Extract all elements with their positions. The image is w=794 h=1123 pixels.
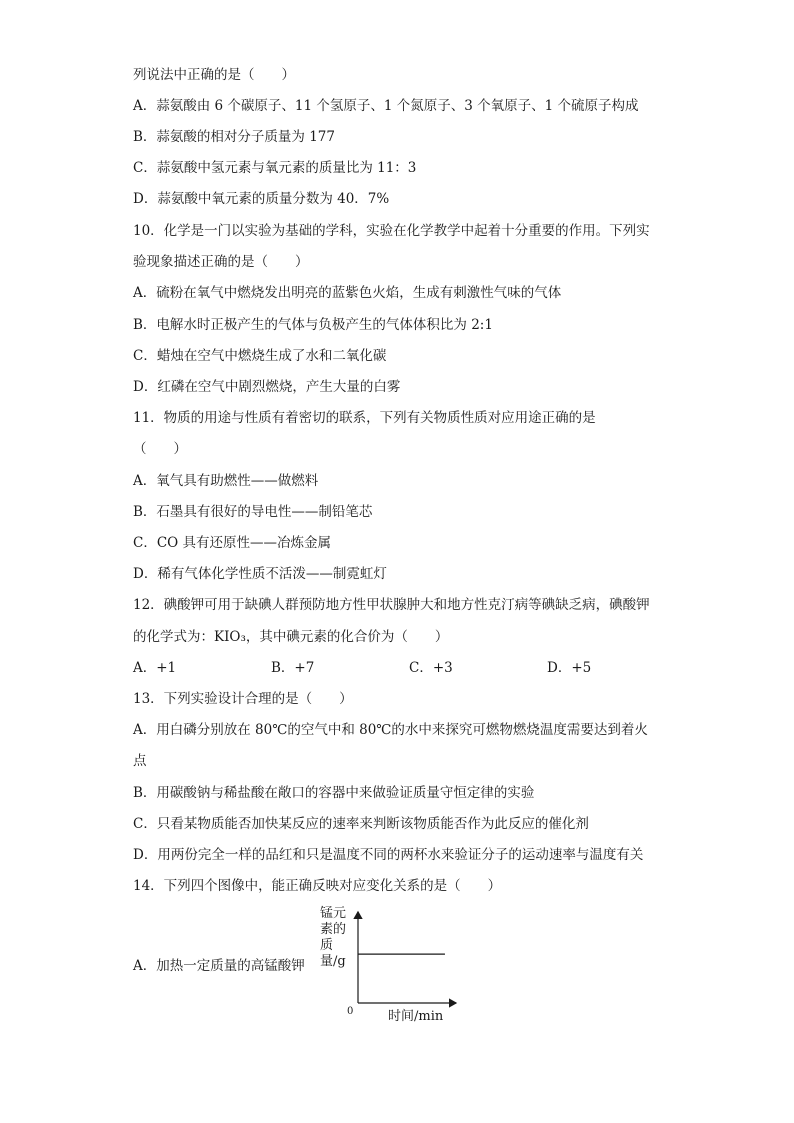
q12-option-a: A．+1	[133, 660, 177, 676]
q11-stem-line1: 11．物质的用途与性质有着密切的联系，下列有关物质性质对应用途正确的是	[133, 410, 596, 426]
q10-stem-line1: 10．化学是一门以实验为基础的学科，实验在化学教学中起着十分重要的作用。下列实	[133, 223, 650, 239]
graph-y-axis-label: 锰元素的质量/g	[320, 906, 347, 969]
q11-option-a: A．氧气具有助燃性——做燃料	[133, 473, 319, 489]
q13-option-d: D．用两份完全一样的品红和只是温度不同的两杯水来验证分子的运动速率与温度有关	[133, 847, 644, 863]
q13-stem: 13．下列实验设计合理的是（ ）	[133, 691, 353, 707]
q14-option-a-graph	[316, 906, 476, 1026]
q10-stem-line2: 验现象描述正确的是（ ）	[133, 254, 309, 270]
q14-option-a-label: A．加热一定质量的高锰酸钾	[133, 958, 305, 974]
q12-option-d: D．+5	[547, 660, 592, 676]
q9-option-d: D．蒜氨酸中氧元素的质量分数为 40．7%	[133, 191, 390, 207]
graph-x-axis-label: 时间/min	[388, 1009, 444, 1024]
q9-option-c: C．蒜氨酸中氢元素与氧元素的质量比为 11：3	[133, 160, 417, 176]
graph-plot	[316, 906, 476, 1026]
q11-option-b: B．石墨具有很好的导电性——制铅笔芯	[133, 504, 373, 520]
q12-option-b: B．+7	[271, 660, 315, 676]
q10-option-a: A．硫粉在氧气中燃烧发出明亮的蓝紫色火焰，生成有刺激性气味的气体	[133, 285, 562, 301]
q9-stem-tail: 列说法中正确的是（ ）	[133, 67, 295, 83]
q10-option-c: C．蜡烛在空气中燃烧生成了水和二氧化碳	[133, 348, 387, 364]
graph-origin-label: 0	[347, 1006, 354, 1017]
q12-stem-line2: 的化学式为：KIO₃，其中碘元素的化合价为（ ）	[133, 629, 449, 645]
q11-option-c: C．CO 具有还原性——冶炼金属	[133, 535, 332, 551]
q11-option-d: D．稀有气体化学性质不活泼——制霓虹灯	[133, 566, 387, 582]
q11-stem-line2: （ ）	[133, 441, 187, 457]
q10-option-b: B．电解水时正极产生的气体与负极产生的气体体积比为 2:1	[133, 317, 493, 333]
q14-stem: 14．下列四个图像中，能正确反映对应变化关系的是（ ）	[133, 878, 502, 894]
q12-stem-line1: 12．碘酸钾可用于缺碘人群预防地方性甲状腺肿大和地方性克汀病等碘缺乏病，碘酸钾	[133, 597, 650, 613]
q13-option-b: B．用碳酸钠与稀盐酸在敞口的容器中来做验证质量守恒定律的实验	[133, 785, 535, 801]
q12-option-c: C．+3	[409, 660, 453, 676]
q13-option-c: C．只看某物质能否加快某反应的速率来判断该物质能否作为此反应的催化剂	[133, 816, 589, 832]
q10-option-d: D．红磷在空气中剧烈燃烧，产生大量的白雾	[133, 379, 401, 395]
q13-option-a-l2: 点	[133, 753, 147, 769]
q9-option-b: B．蒜氨酸的相对分子质量为 177	[133, 129, 335, 145]
q13-option-a-l1: A．用白磷分别放在 80℃的空气中和 80℃的水中来探究可燃物燃烧温度需要达到着火	[133, 722, 648, 738]
q9-option-a: A．蒜氨酸由 6 个碳原子、11 个氢原子、1 个氮原子、3 个氧原子、1 个硫原子构成	[133, 98, 639, 114]
